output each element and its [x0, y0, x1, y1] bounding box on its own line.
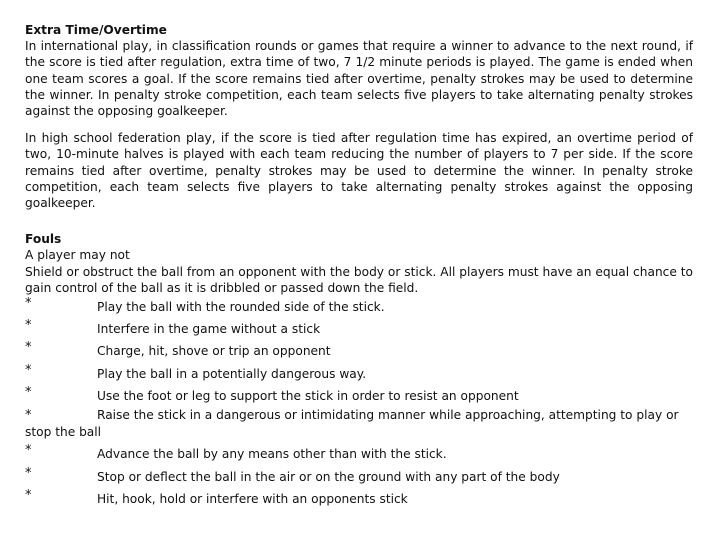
list-item-text: Raise the stick in a dangerous or intimidating manner while approaching, attempting to play or stop the ball [25, 408, 679, 440]
bullet-marker: * [25, 362, 32, 378]
list-item-text: Play the ball with the rounded side of the stick. [97, 300, 385, 315]
bullet-marker: * [25, 443, 32, 459]
list-item [25, 363, 693, 382]
list-item-text: Stop or deflect the ball in the air or on the ground with any part of the body [97, 469, 560, 484]
list-item [25, 466, 693, 485]
overtime-international-paragraph: In international play, in classification rounds or games that require a winner to advance to the next round, if the score is tied after regulation, extra time of two, 7 1/2 minute periods is played. The game is ended when one team scores a goal. If the score remains tied after overtime, penalty strokes may be used to determine the winner. In penalty stroke competition, each team selects five players to take alternating penalty strokes against the opposing goalkeeper. [25, 39, 693, 119]
list-item-text: Interfere in the game without a stick [97, 322, 321, 337]
overtime-highschool-paragraph: In high school federation play, if the score is tied after regulation time has expired, an overtime period of two, 10-minute halves is played with each team reducing the number of players to 7 per side. If the score remains tied after overtime, penalty strokes may be used to determine the winner. In penalty stroke competition, each team selects five players to take alternating penalty strokes against the opposing goalkeeper. [25, 131, 693, 211]
fouls-shield-paragraph: Shield or obstruct the ball from an opponent with the body or stick. All players must have an equal chance to gain control of the ball as it is dribbled or passed down the field. [25, 264, 693, 295]
bullet-marker: * [25, 340, 32, 356]
bullet-marker: * [25, 408, 32, 424]
list-item [25, 318, 693, 337]
fouls-list [25, 296, 693, 507]
list-item [25, 340, 693, 359]
bullet-marker: * [25, 384, 32, 400]
list-item-text: Use the foot or leg to support the stick in order to resist an opponent [97, 388, 519, 403]
list-item-text: Play the ball in a potentially dangerous way. [97, 366, 367, 381]
list-item [25, 443, 693, 462]
section-heading-overtime: Extra Time/Overtime [25, 23, 167, 37]
fouls-intro: A player may not [25, 248, 130, 263]
bullet-marker: * [25, 296, 32, 312]
document-page [25, 22, 693, 510]
list-item [25, 407, 693, 440]
list-item [25, 385, 693, 404]
list-item [25, 488, 693, 507]
section-heading-fouls: Fouls [25, 232, 62, 247]
list-item [25, 296, 693, 315]
bullet-marker: * [25, 318, 32, 334]
list-item-text: Advance the ball by any means other than with the stick. [97, 447, 447, 462]
bullet-marker: * [25, 465, 32, 481]
bullet-marker: * [25, 487, 32, 503]
list-item-text: Hit, hook, hold or interfere with an opponents stick [97, 491, 408, 506]
list-item-text: Charge, hit, shove or trip an opponent [97, 344, 331, 359]
